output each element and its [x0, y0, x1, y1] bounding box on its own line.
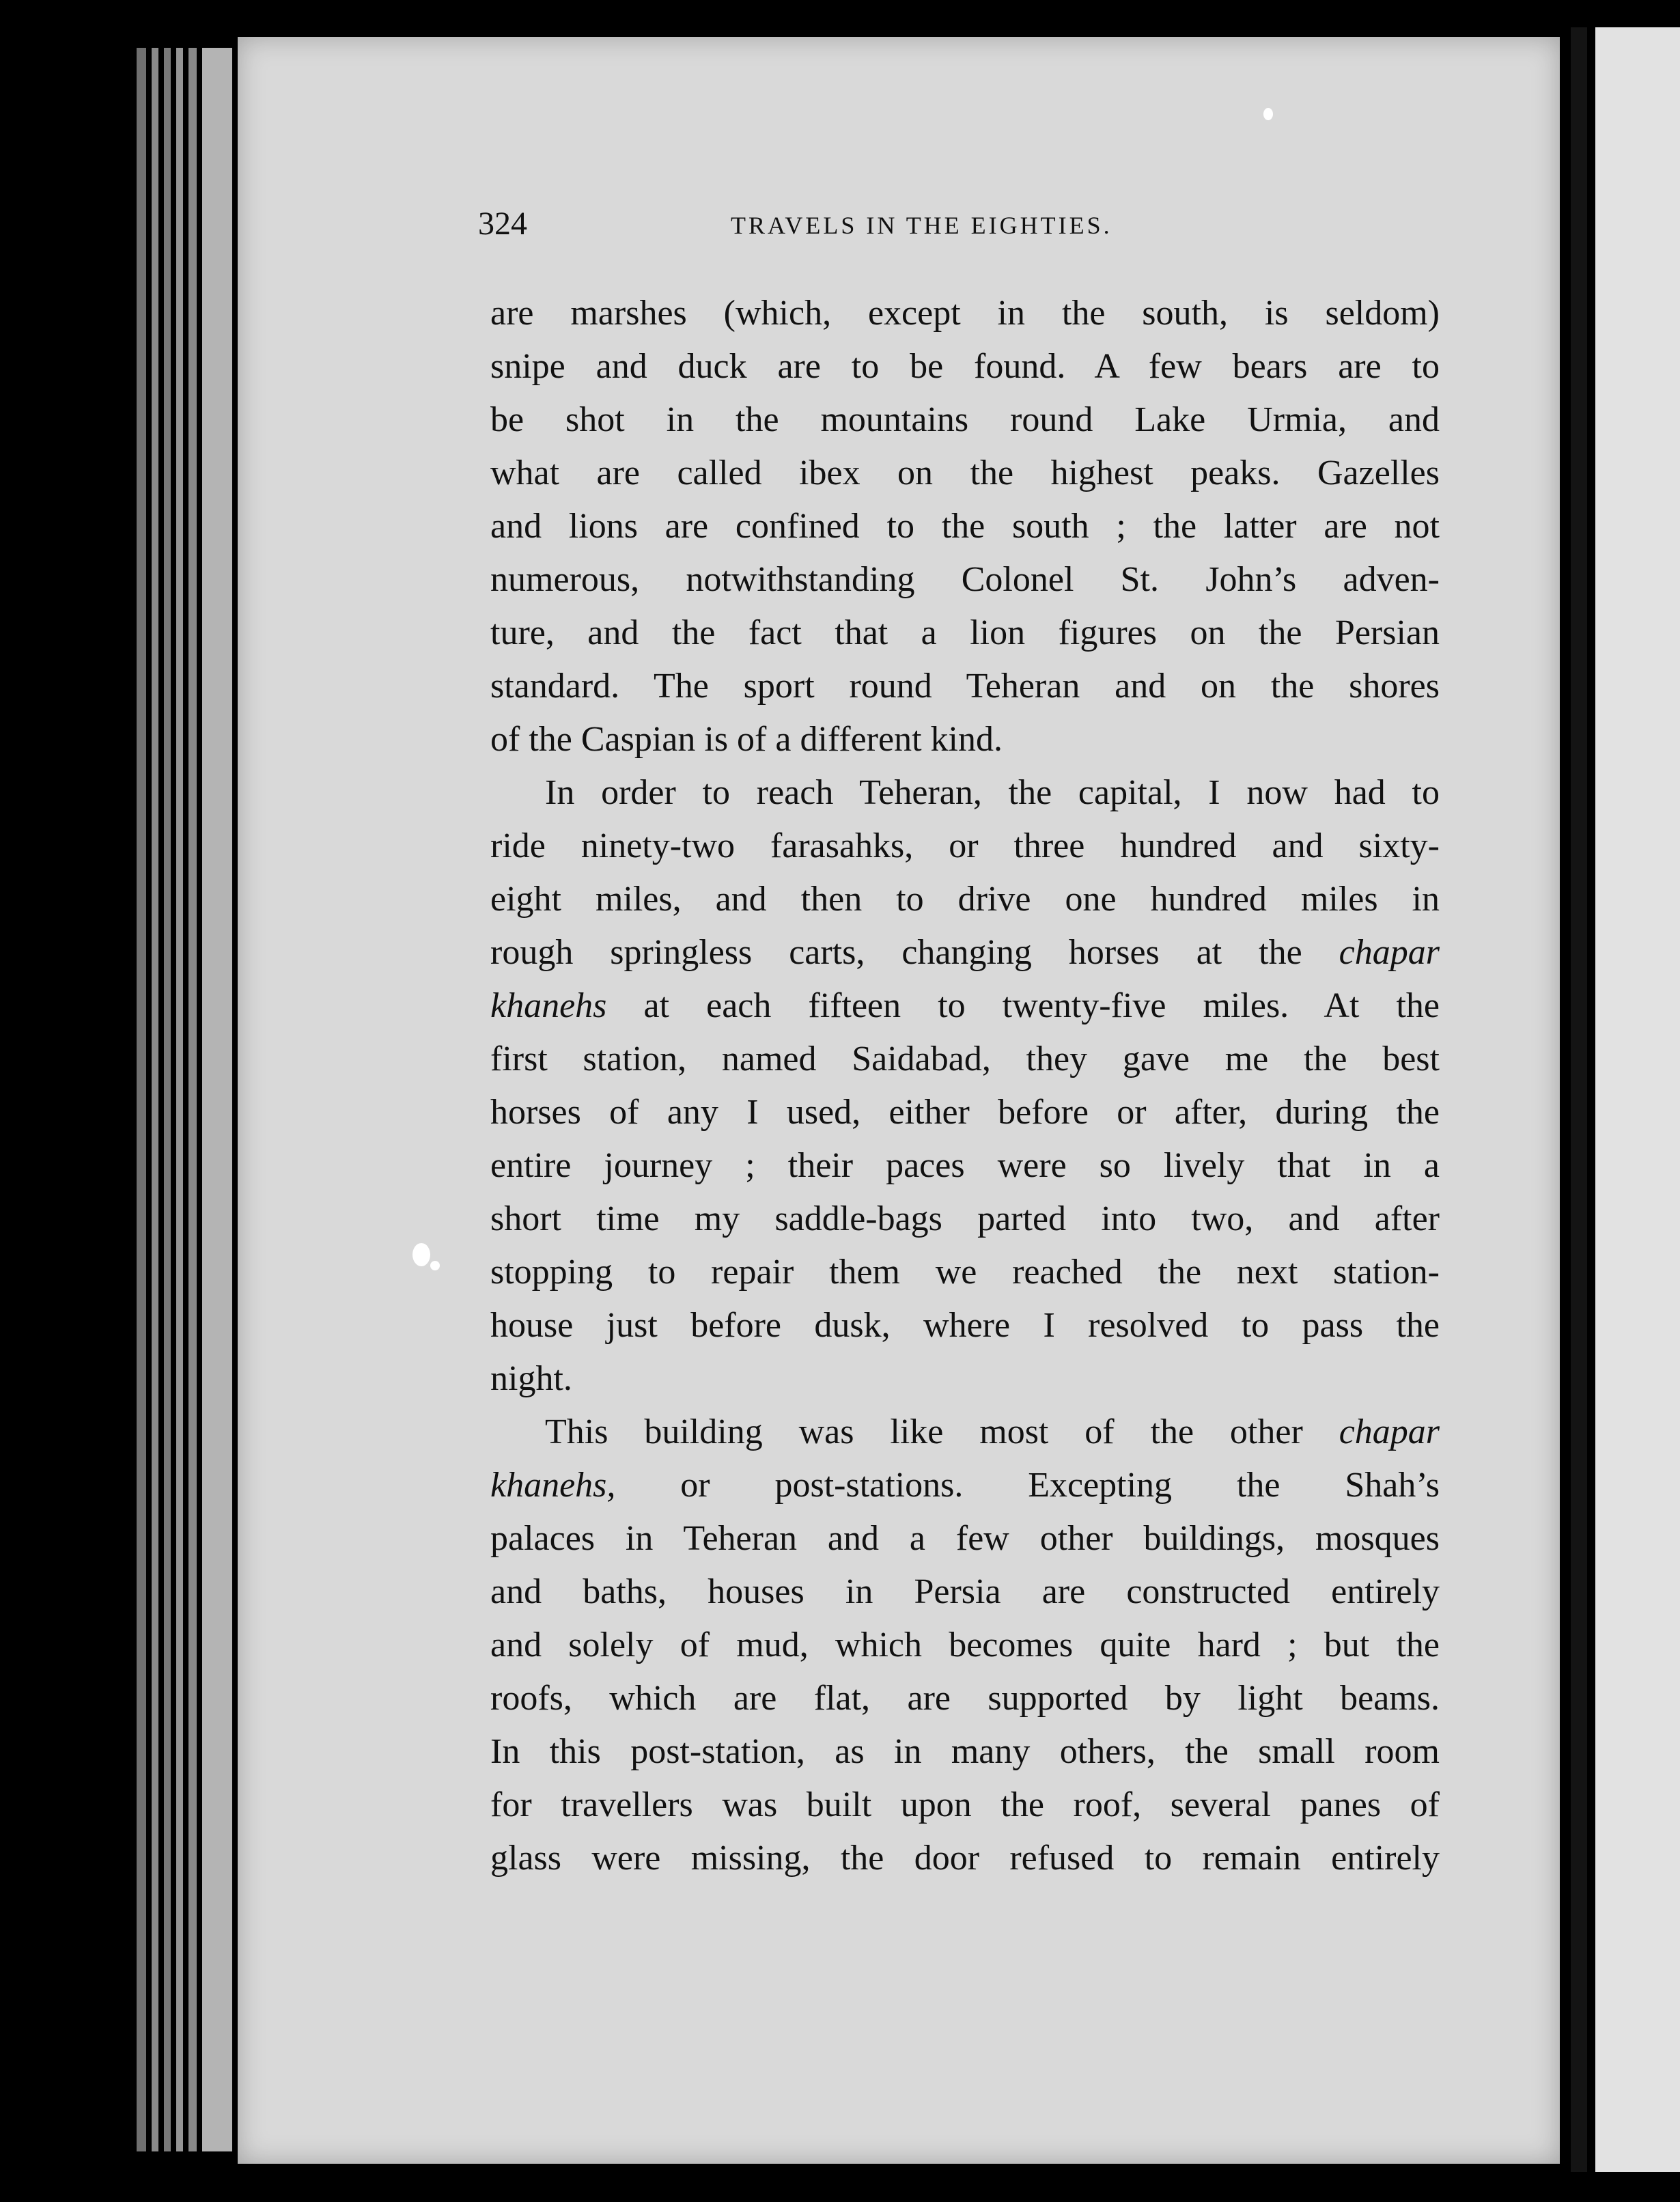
text-line: glass were missing, the door refused to remain entirely [490, 1839, 1440, 1878]
text-line: and solely of mud, which becomes quite hard ; but the [490, 1626, 1440, 1664]
text-segment: at each fifteen to twenty-five miles. At the [643, 986, 1440, 1025]
page-number: 324 [478, 206, 527, 242]
text-line: for travellers was built upon the roof, several panes of [490, 1785, 1440, 1824]
facing-page-edge [1595, 27, 1680, 2172]
running-head [478, 204, 1448, 245]
text-line: ride ninety-two farasahks, or three hundred and sixty- [490, 826, 1440, 865]
text-line: stopping to repair them we reached the next station- [490, 1253, 1440, 1292]
text-line: be shot in the mountains round Lake Urmia, and [490, 400, 1440, 439]
text-line: standard. The sport round Teheran and on the shores [490, 667, 1440, 706]
italic-term: chapar [1339, 933, 1440, 972]
body-text [490, 287, 1440, 1885]
text-line: short time my saddle-bags parted into two, and after [490, 1199, 1440, 1238]
text-line: snipe and duck are to be found. A few bears are to [490, 347, 1440, 386]
text-line: palaces in Teheran and a few other buildings, mosques [490, 1519, 1440, 1558]
text-line: and lions are confined to the south ; the latter are not [490, 507, 1440, 546]
text-line: entire journey ; their paces were so lively that in a [490, 1146, 1440, 1185]
page-edge [188, 48, 197, 2151]
italic-term: chapar [1339, 1412, 1440, 1451]
text-line: eight miles, and then to drive one hundred miles in [490, 880, 1440, 919]
italic-term: khanehs, [490, 1466, 616, 1505]
text-line [490, 926, 1440, 979]
page-edge [202, 48, 232, 2151]
page-edge [152, 48, 158, 2151]
text-line: first station, named Saidabad, they gave me the best [490, 1040, 1440, 1078]
text-segment: or post-stations. Excepting the Shah’s [680, 1466, 1440, 1505]
page-edge [176, 48, 183, 2151]
page-edge [164, 48, 171, 2151]
page-edge [137, 48, 146, 2151]
book-gutter [1571, 27, 1587, 2172]
text-line: are marshes (which, except in the south, is seldom) [490, 294, 1440, 333]
text-segment: This building was like most of the other [545, 1412, 1303, 1451]
text-line [490, 1459, 1440, 1512]
text-line: In order to reach Teheran, the capital, I now had to [545, 773, 1440, 812]
text-line: roofs, which are flat, are supported by light beams. [490, 1679, 1440, 1718]
text-line [490, 979, 1440, 1033]
text-line: numerous, notwithstanding Colonel St. John’s adven- [490, 560, 1440, 599]
running-title: TRAVELS IN THE EIGHTIES. [731, 212, 1112, 239]
text-line: ture, and the fact that a lion figures on the Persian [490, 613, 1440, 652]
text-line: of the Caspian is of a different kind. [490, 720, 1003, 759]
italic-term: khanehs [490, 986, 607, 1025]
scan-speck [1263, 108, 1273, 120]
text-line: horses of any I used, either before or after, during the [490, 1093, 1440, 1132]
text-line: house just before dusk, where I resolved to pass the [490, 1306, 1440, 1345]
text-line: what are called ibex on the highest peaks. Gazelles [490, 454, 1440, 492]
scan-speck [412, 1243, 430, 1266]
text-line: In this post-station, as in many others, the small room [490, 1732, 1440, 1771]
text-segment: rough springless carts, changing horses at the [490, 933, 1302, 972]
text-line [490, 1406, 1440, 1459]
text-line: and baths, houses in Persia are constructed entirely [490, 1572, 1440, 1611]
scan-speck [430, 1261, 440, 1270]
text-line: night. [490, 1359, 572, 1398]
